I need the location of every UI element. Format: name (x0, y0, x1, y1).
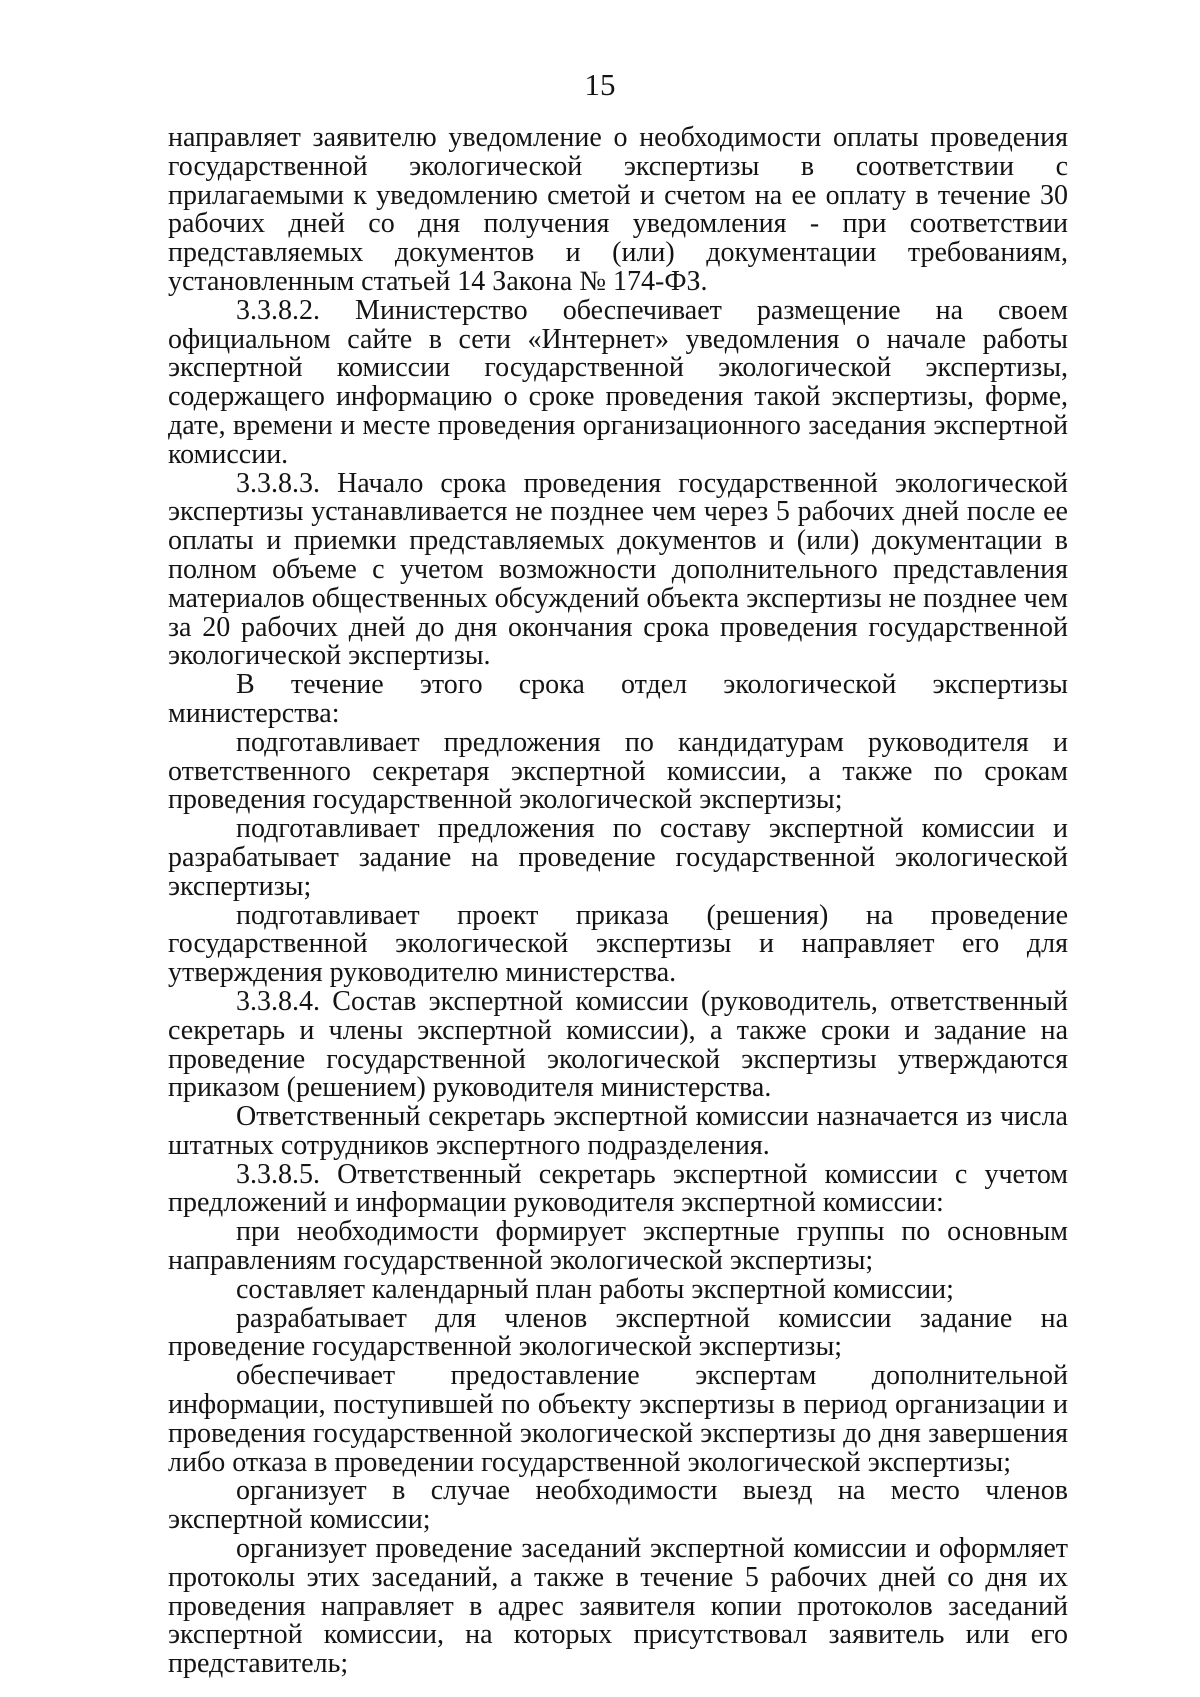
paragraph-additional-information: обеспечивает предоставление экспертам дополнительной информации, поступившей по объекту экспертизы в период организации и проведения государственной экологической экспертизы до дня завершения либо отказа в проведении государственной экологической экспертизы; (168, 1360, 1068, 1478)
paragraph-candidates-proposals: подготавливает предложения по кандидатурам руководителя и ответственного секретаря экспертной комиссии, а также по срокам проведения государственной экологической экспертизы; (168, 726, 1068, 816)
paragraph-draft-order: подготавливает проект приказа (решения) на проведение государственной экологической экспертизы и направляет его для утверждения руководителю министерства. (168, 899, 1068, 989)
paragraph-department-duties-intro: В течение этого срока отдел экологической экспертизы министерства: (168, 669, 1068, 729)
paragraph-3-3-8-4: 3.3.8.4. Состав экспертной комиссии (руководитель, ответственный секретарь и члены экспертной комиссии), а также сроки и задание на проведение государственной экологической экспертизы утверждаются приказом (решением) руководителя министерства. (168, 985, 1068, 1104)
paragraph-calendar-plan: составляет календарный план работы экспертной комиссии; (236, 1273, 954, 1305)
paragraph-invoice-notice: направляет заявителю уведомление о необходимости оплаты проведения государственной экологической экспертизы в соответствии с прилагаемыми к уведомлению сметой и счетом на ее оплату в течение 30 рабочих дней со дня получения уведомления - при соответствии представляемых документов и (или) документации требованиям, установленным статьей 14 Закона № 174-ФЗ. (168, 122, 1068, 297)
page-number: 15 (584, 67, 616, 102)
paragraph-3-3-8-5: 3.3.8.5. Ответственный секретарь экспертной комиссии с учетом предложений и информации руководителя экспертной комиссии: (168, 1158, 1068, 1219)
paragraph-task-development: разрабатывает для членов экспертной комиссии задание на проведение государственной экологической экспертизы; (168, 1302, 1068, 1363)
paragraph-commission-composition-proposals: подготавливает предложения по составу экспертной комиссии и разрабатывает задание на проведение государственной экологической экспертизы; (168, 813, 1068, 902)
paragraph-site-visit: организует в случае необходимости выезд на место членов экспертной комиссии; (168, 1475, 1068, 1536)
paragraph-3-3-8-2: 3.3.8.2. Министерство обеспечивает размещение на своем официальном сайте в сети «Интернет» уведомления о начале работы экспертной комиссии государственной экологической экспертизы, содержащего информацию о сроке проведения такой экспертизы, форме, дате, времени и месте проведения организационного заседания экспертной комиссии. (168, 294, 1068, 470)
document-body (168, 124, 1068, 1679)
paragraph-secretary-appointment: Ответственный секретарь экспертной комиссии назначается из числа штатных сотрудников экспертного подразделения. (168, 1101, 1068, 1161)
paragraph-expert-groups: при необходимости формирует экспертные группы по основным направлениям государственной экологической экспертизы; (168, 1216, 1068, 1277)
paragraph-meetings-protocols: организует проведение заседаний экспертной комиссии и оформляет протоколы этих заседаний, а также в течение 5 рабочих дней со дня их проведения направляет в адрес заявителя копии протоколов заседаний экспертной комиссии, на которых присутствовал заявитель или его представитель; (168, 1533, 1068, 1680)
paragraph-3-3-8-3: 3.3.8.3. Начало срока проведения государственной экологической экспертизы устанавливается не позднее чем через 5 рабочих дней после ее оплаты и приемки представляемых документов и (или) документации в полном объеме с учетом возможности дополнительного представления материалов общественных обсуждений объекта экспертизы не позднее чем за 20 рабочих дней до дня окончания срока проведения государственной экологической экспертизы. (168, 467, 1068, 672)
